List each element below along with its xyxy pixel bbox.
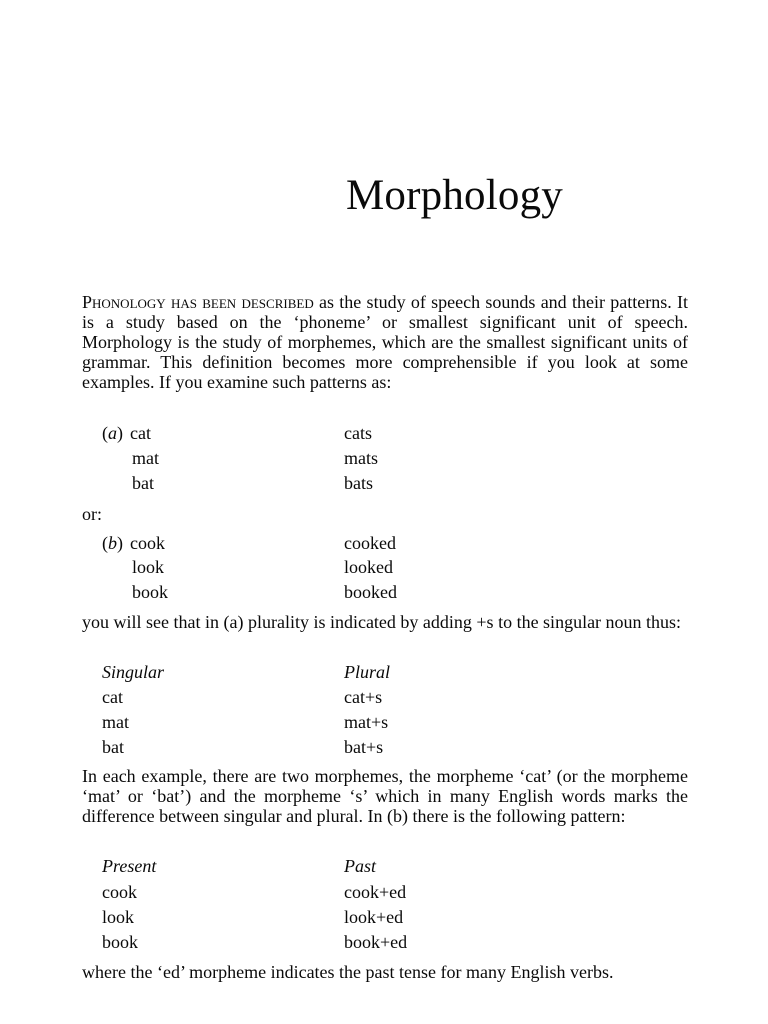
table1-header-singular: Singular	[102, 662, 165, 682]
intro-paragraph	[82, 292, 688, 392]
table1-row	[102, 711, 602, 733]
example-b-word: look	[132, 557, 165, 577]
table1-header-plural: Plural	[344, 662, 391, 682]
table1-plural: bat+s	[344, 737, 384, 757]
table1-row	[102, 686, 602, 708]
table2-row	[102, 881, 602, 903]
table1-plural: mat+s	[344, 712, 389, 732]
table2-present: look	[102, 907, 135, 927]
example-a-row-1	[102, 422, 602, 444]
table2-past: look+ed	[344, 907, 404, 927]
example-a-plural: bats	[344, 473, 373, 493]
table2-past: cook+ed	[344, 882, 407, 902]
table2-row	[102, 906, 602, 928]
example-b-row-1	[102, 532, 602, 554]
example-a-row-2	[102, 447, 602, 469]
chapter-title: Morphology	[346, 172, 563, 219]
table2-header-past: Past	[344, 856, 377, 876]
example-b-letter: b	[108, 533, 117, 553]
example-a-word: mat	[132, 448, 159, 468]
table2-present: cook	[102, 882, 137, 902]
example-a-letter: a	[108, 423, 117, 443]
table1-singular: mat	[102, 712, 129, 732]
table1-singular: bat	[102, 737, 124, 757]
example-b-word: cook	[130, 533, 165, 553]
example-a-word: cat	[130, 423, 151, 443]
example-a-word: bat	[132, 473, 154, 493]
table1-plural: cat+s	[344, 687, 383, 707]
paragraph-morphemes: In each example, there are two morphemes, the morpheme ‘cat’ (or the morpheme ‘mat’ or ‘bat’) and the morpheme ‘s’ which in many English words marks the difference between singular and plural. In (b) there is the following pattern:	[82, 766, 688, 826]
example-b-word: book	[132, 582, 168, 602]
paragraph-past-tense: where the ‘ed’ morpheme indicates the past tense for many English verbs.	[82, 962, 614, 982]
table2-row	[102, 931, 602, 953]
example-b-label: (b)	[102, 533, 123, 553]
example-b-row-2	[102, 556, 602, 578]
example-a-label: (a)	[102, 423, 123, 443]
example-a-plural: mats	[344, 448, 378, 468]
table2-header-present: Present	[102, 856, 157, 876]
intro-lead-small-caps: Phonology has been described	[82, 292, 314, 312]
intro-rest: as the study of speech sounds and their patterns. It is a study based on the ‘phoneme’ or smallest significant unit of speech. Morphology is the study of morphemes, which are the smallest significant units of grammar. This definition becomes more comprehensible if you look at some examples. If you examine such patterns as:	[82, 292, 688, 392]
table2-header-row	[102, 855, 602, 877]
example-b-past: looked	[344, 557, 393, 577]
table1-singular: cat	[102, 687, 123, 707]
or-text: or:	[82, 504, 102, 524]
example-a-plural: cats	[344, 423, 372, 443]
example-b-past: cooked	[344, 533, 396, 553]
example-b-row-3	[102, 581, 602, 603]
example-b-past: booked	[344, 582, 397, 602]
table1-header-row	[102, 661, 602, 683]
paragraph-plural: you will see that in (a) plurality is indicated by adding +s to the singular noun thus:	[82, 612, 682, 632]
table2-past: book+ed	[344, 932, 408, 952]
example-a-row-3	[102, 472, 602, 494]
table1-row	[102, 736, 602, 758]
table2-present: book	[102, 932, 138, 952]
